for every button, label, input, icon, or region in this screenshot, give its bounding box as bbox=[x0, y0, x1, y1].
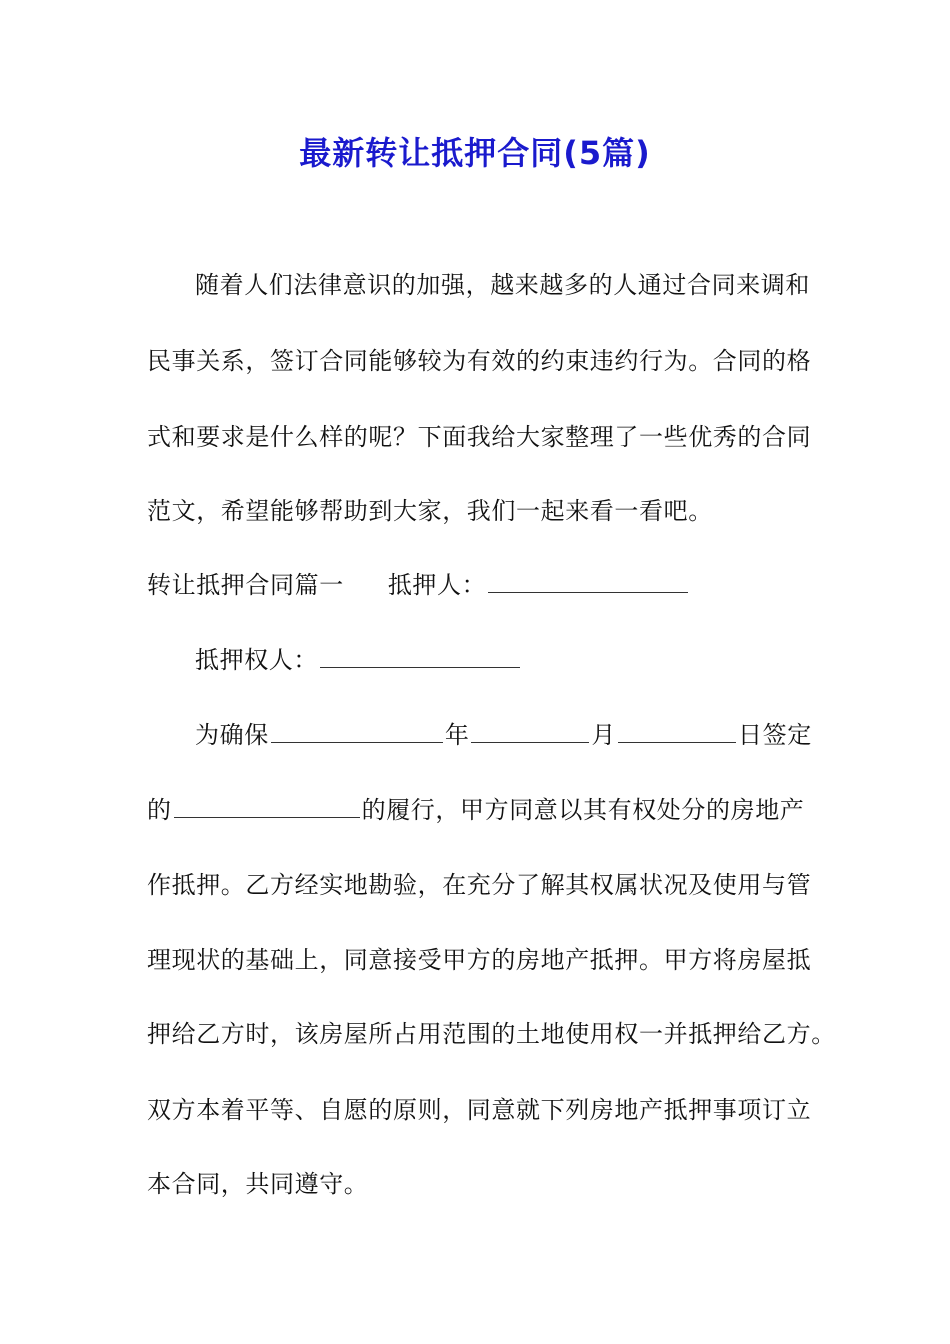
section-heading-line bbox=[147, 568, 690, 602]
document-title: 最新转让抵押合同(5篇) bbox=[299, 134, 651, 172]
contract-name-blank bbox=[271, 720, 443, 743]
body-line-6: 双方本着平等、自愿的原则，同意就下列房地产抵押事项订立 bbox=[147, 1096, 812, 1124]
day-label: 日签定 bbox=[738, 721, 812, 749]
year-label: 年 bbox=[444, 721, 470, 749]
intro-line-3: 式和要求是什么样的呢？下面我给大家整理了一些优秀的合同 bbox=[147, 423, 812, 451]
body-line-2-prefix: 的 bbox=[147, 796, 172, 824]
intro-line-2: 民事关系，签订合同能够较为有效的约束违约行为。合同的格 bbox=[147, 347, 812, 375]
body-line-3: 作抵押。乙方经实地勘验，在充分了解其权属状况及使用与管 bbox=[147, 871, 812, 899]
body-line-4: 理现状的基础上，同意接受甲方的房地产抵押。甲方将房屋抵 bbox=[147, 946, 812, 974]
body-line-2 bbox=[147, 793, 804, 827]
body-line-7: 本合同，共同遵守。 bbox=[147, 1170, 369, 1198]
year-blank bbox=[471, 720, 589, 743]
body-line-2-suffix: 的履行，甲方同意以其有权处分的房地产 bbox=[361, 796, 805, 824]
intro-line-1: 随着人们法律意识的加强，越来越多的人通过合同来调和 bbox=[195, 271, 810, 299]
mortgagee-line bbox=[195, 643, 522, 677]
intro-line-4: 范文，希望能够帮助到大家，我们一起来看一看吧。 bbox=[147, 497, 713, 525]
mortgagee-label: 抵押权人： bbox=[195, 646, 318, 674]
body-line-5: 押给乙方时，该房屋所占用范围的土地使用权一并抵押给乙方。 bbox=[147, 1020, 836, 1048]
mortgagor-label: 抵押人： bbox=[387, 571, 487, 599]
month-label: 月 bbox=[591, 721, 617, 749]
mortgagor-blank bbox=[488, 570, 688, 593]
mortgagee-blank bbox=[320, 645, 520, 668]
month-blank bbox=[618, 720, 736, 743]
body-line-1-prefix: 为确保 bbox=[195, 721, 269, 749]
contract-blank bbox=[174, 795, 360, 818]
section-heading: 转让抵押合同篇一 bbox=[147, 571, 344, 599]
body-line-1 bbox=[195, 718, 812, 752]
